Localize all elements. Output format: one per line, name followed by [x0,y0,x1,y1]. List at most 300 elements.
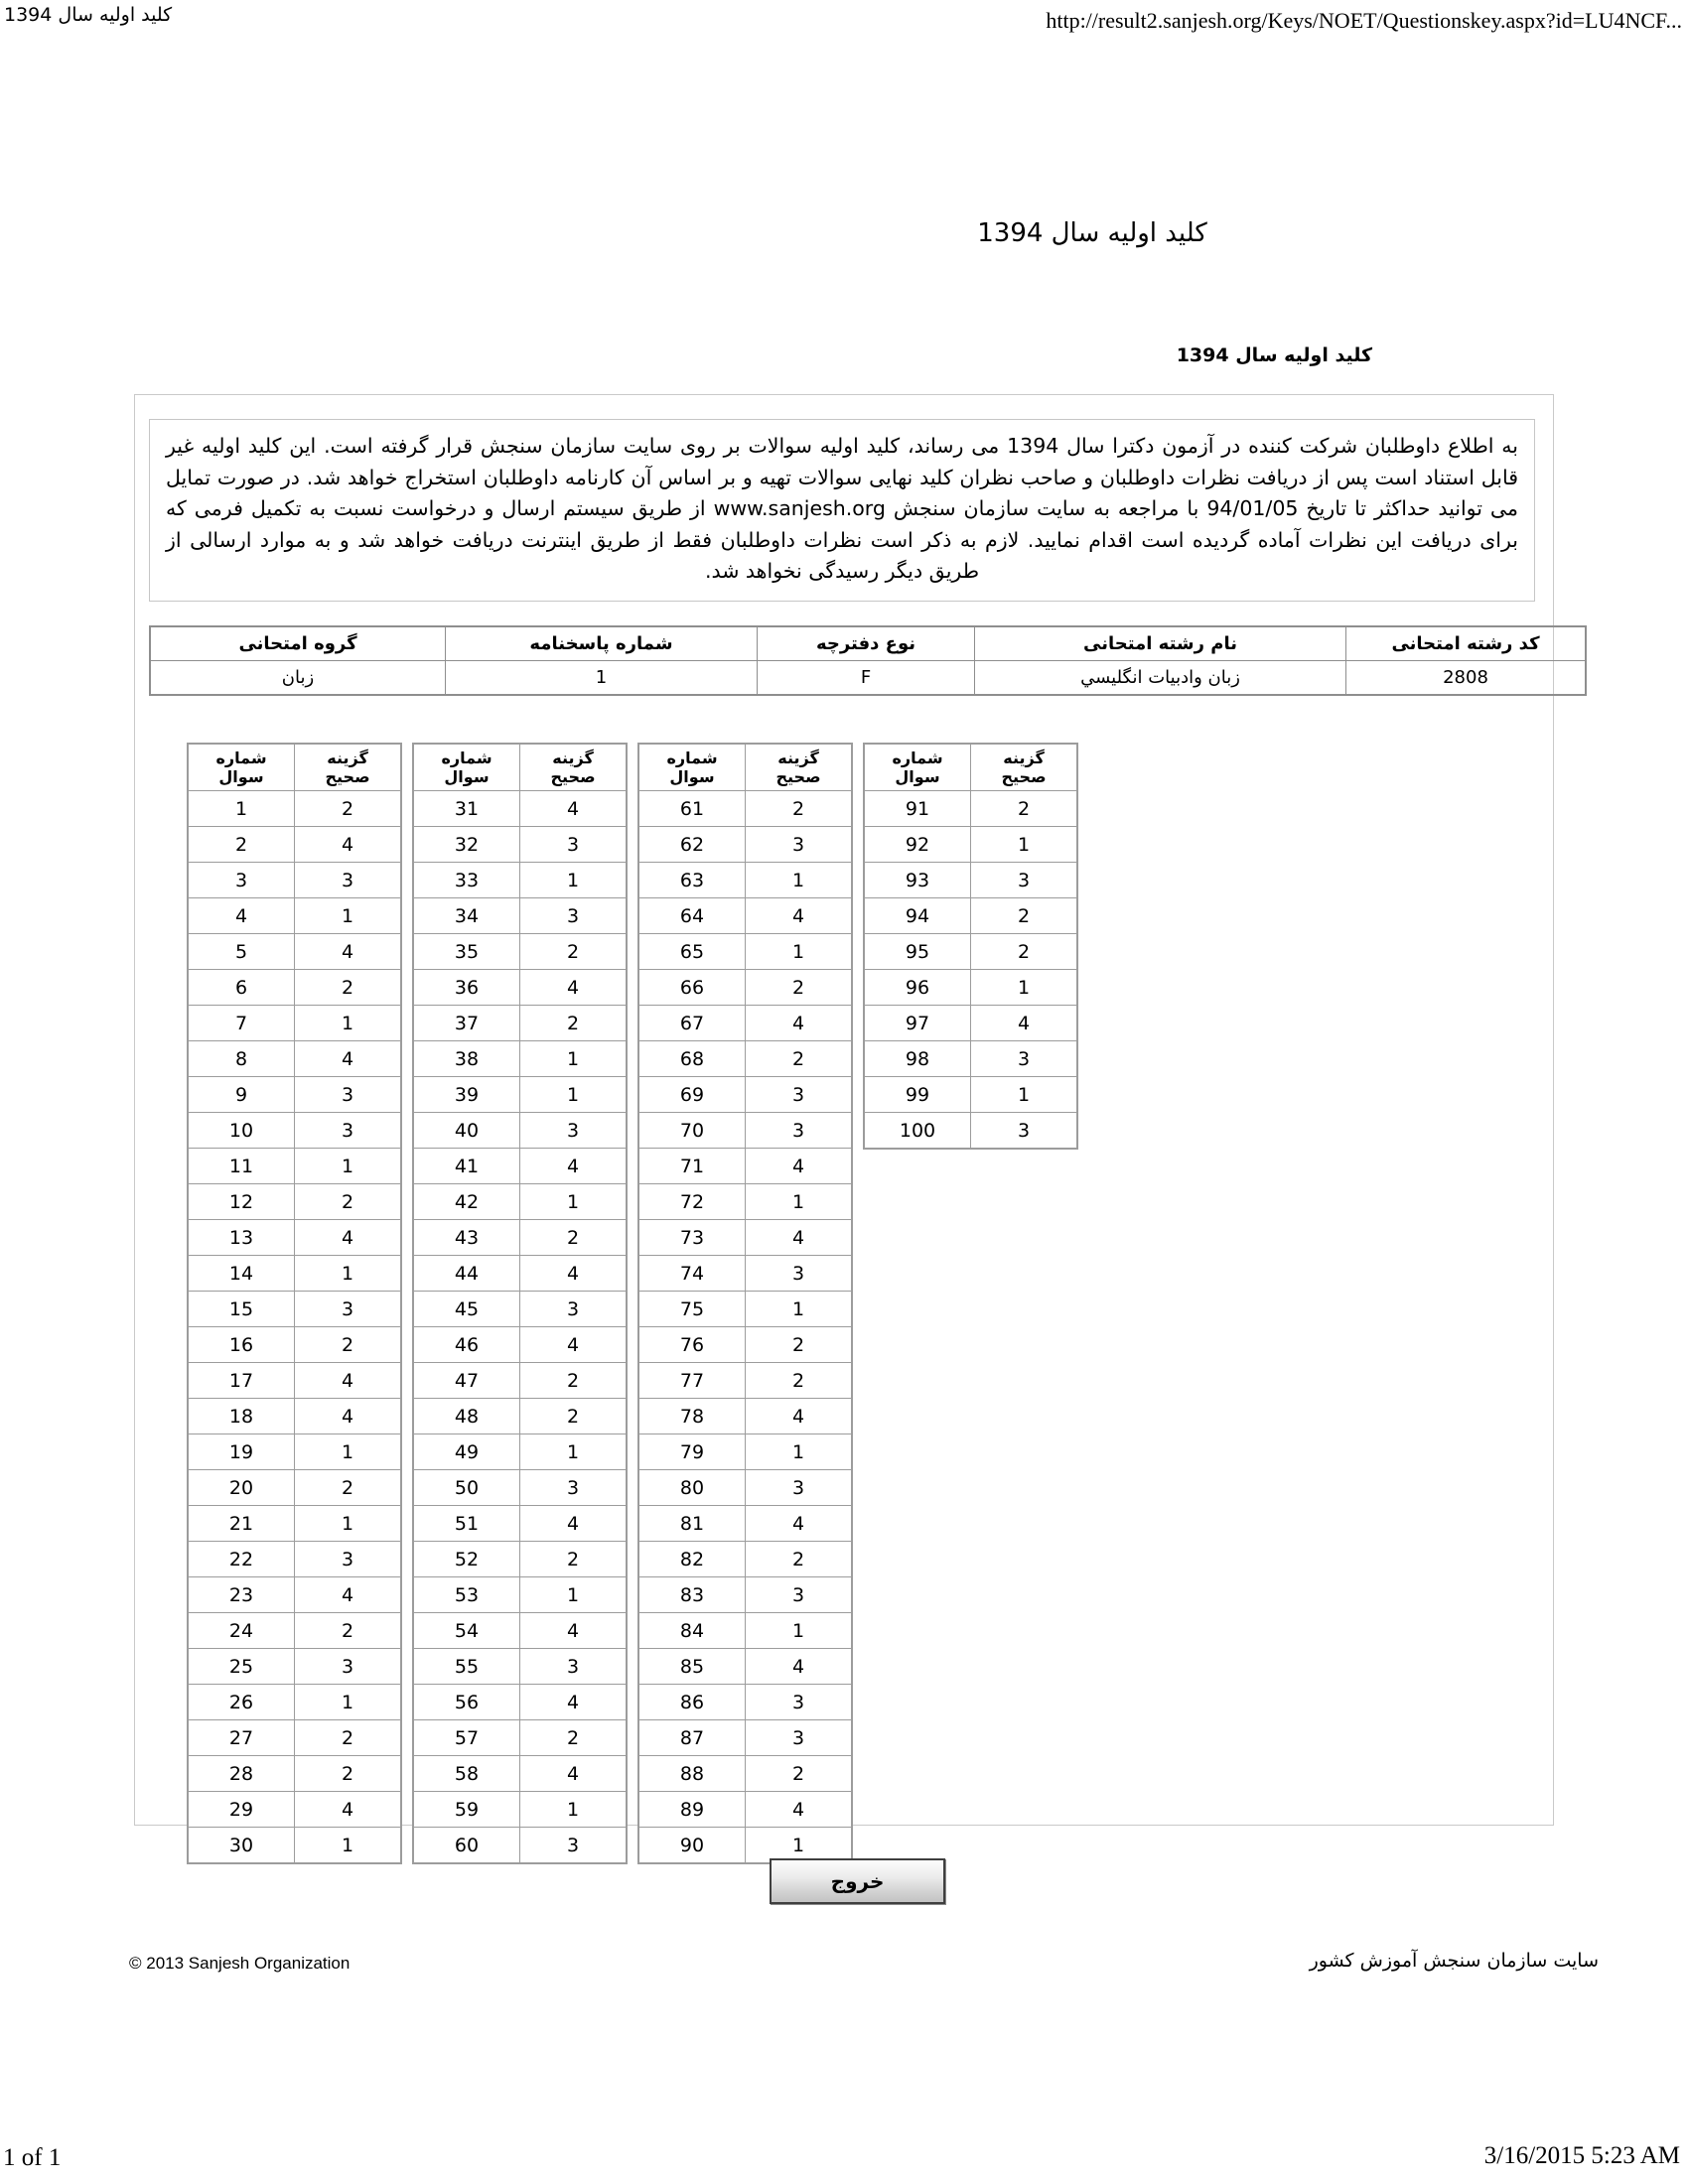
correct-option: 4 [746,1792,853,1828]
correct-option: 2 [295,1613,402,1649]
correct-option: 1 [520,1792,628,1828]
answer-row [188,1720,401,1756]
answer-row [638,1006,852,1041]
correct-option: 3 [295,1542,402,1577]
answer-row [413,1506,627,1542]
answer-row [638,1184,852,1220]
correct-option: 1 [971,970,1078,1006]
answer-row [413,1720,627,1756]
question-number: 12 [188,1184,295,1220]
correct-option: 4 [746,1149,853,1184]
answer-row [413,1006,627,1041]
correct-option: 2 [295,1470,402,1506]
answer-row [638,1720,852,1756]
question-number: 90 [638,1828,746,1864]
correct-option: 1 [295,1149,402,1184]
question-number: 74 [638,1256,746,1292]
answer-row [188,863,401,898]
correct-option: 4 [520,1506,628,1542]
answer-col-header: گزینه صحیح [295,744,402,791]
correct-option: 3 [295,1292,402,1327]
answer-col-header: شماره سوال [864,744,971,791]
question-number: 8 [188,1041,295,1077]
correct-option: 3 [746,1720,853,1756]
question-number: 62 [638,827,746,863]
question-number: 17 [188,1363,295,1399]
correct-option: 2 [746,1363,853,1399]
question-number: 28 [188,1756,295,1792]
answer-row [413,1399,627,1434]
correct-option: 4 [295,1041,402,1077]
correct-option: 2 [520,934,628,970]
correct-option: 4 [295,1792,402,1828]
question-number: 89 [638,1792,746,1828]
correct-option: 2 [295,1184,402,1220]
correct-option: 1 [520,1077,628,1113]
correct-option: 4 [295,1577,402,1613]
question-number: 35 [413,934,520,970]
answer-row [413,827,627,863]
question-number: 31 [413,791,520,827]
question-number: 15 [188,1292,295,1327]
correct-option: 2 [971,934,1078,970]
question-number: 60 [413,1828,520,1864]
question-number: 77 [638,1363,746,1399]
correct-option: 2 [520,1542,628,1577]
correct-option: 1 [746,1613,853,1649]
answer-row [864,1113,1077,1150]
question-number: 78 [638,1399,746,1434]
correct-option: 3 [746,1113,853,1149]
answer-row [188,1577,401,1613]
question-number: 48 [413,1399,520,1434]
question-number: 32 [413,827,520,863]
question-number: 93 [864,863,971,898]
answer-row [413,1220,627,1256]
question-number: 54 [413,1613,520,1649]
answer-row [864,898,1077,934]
answer-row [413,1434,627,1470]
question-number: 27 [188,1720,295,1756]
correct-option: 4 [520,1756,628,1792]
question-number: 71 [638,1149,746,1184]
answer-row [413,863,627,898]
correct-option: 4 [295,934,402,970]
correct-option: 3 [971,863,1078,898]
correct-option: 4 [746,1220,853,1256]
answer-row [188,1006,401,1041]
answer-row [188,1470,401,1506]
correct-option: 2 [295,1756,402,1792]
correct-option: 4 [520,791,628,827]
answer-key-table [863,743,1078,1150]
question-number: 96 [864,970,971,1006]
answer-row [638,1399,852,1434]
answer-row [413,1077,627,1113]
answer-row [188,970,401,1006]
correct-option: 2 [520,1720,628,1756]
question-number: 40 [413,1113,520,1149]
answer-row [188,1077,401,1113]
answer-row [638,827,852,863]
answer-row [188,1256,401,1292]
correct-option: 2 [971,898,1078,934]
answer-row [188,1149,401,1184]
question-number: 19 [188,1434,295,1470]
question-number: 75 [638,1292,746,1327]
value-exam-group: زبان [150,661,446,696]
answer-row [413,970,627,1006]
answer-row [188,791,401,827]
correct-option: 1 [746,1292,853,1327]
question-number: 26 [188,1685,295,1720]
correct-option: 1 [971,1077,1078,1113]
answer-row [188,1041,401,1077]
answer-row [638,1220,852,1256]
answer-key-table [187,743,402,1864]
correct-option: 1 [295,1828,402,1864]
question-number: 59 [413,1792,520,1828]
answer-row [413,1685,627,1720]
correct-option: 4 [971,1006,1078,1041]
correct-option: 4 [520,1256,628,1292]
answer-header-row [188,744,401,791]
answer-row [188,1113,401,1149]
question-number: 81 [638,1506,746,1542]
question-number: 88 [638,1756,746,1792]
correct-option: 3 [746,1470,853,1506]
question-number: 1 [188,791,295,827]
question-number: 11 [188,1149,295,1184]
correct-option: 1 [520,1041,628,1077]
question-number: 80 [638,1470,746,1506]
question-number: 2 [188,827,295,863]
notice-text: به اطلاع داوطلبان شرکت کننده در آزمون دکترا سال 1394 می رساند، کلید اولیه سوالات بر روی سایت سازمان سنجش قرار گرفته است. این کلید اولیه غیر قابل استناد است پس از دریافت نظرات داوطلبان و صاحب نظران کلید نهایی سوالات تهیه و بر اساس آن کارنامه داوطلبان استخراج خواهد شد. در صورت تمایل می توانید حداکثر تا تاریخ 94/01/05 با مراجعه به سایت سازمان سنجش www.sanjesh.org از طریق سیستم ارسال و درخواست نسبت به تکمیل فرمی که برای دریافت این نظرات آماده گردیده است اقدام نمایید. لازم به ذکر است نظرات داوطلبان فقط از طریق اینترنت دریافت خواهد شد و به موارد ارسالی از طریق دیگر رسیدگی نخواهد شد. [149,419,1535,602]
correct-option: 4 [520,970,628,1006]
answer-row [638,1149,852,1184]
correct-option: 2 [520,1363,628,1399]
answer-row [638,1506,852,1542]
answer-row [638,1292,852,1327]
answer-row [413,1828,627,1864]
correct-option: 4 [520,1613,628,1649]
answer-row [188,934,401,970]
answer-row [638,1256,852,1292]
question-number: 76 [638,1327,746,1363]
correct-option: 3 [295,1077,402,1113]
answer-tables [187,743,1078,1864]
question-number: 43 [413,1220,520,1256]
correct-option: 2 [746,970,853,1006]
correct-option: 1 [520,1434,628,1470]
answer-row [413,1613,627,1649]
answer-header-row [638,744,852,791]
header-exam-major: نام رشته امتحانی [975,626,1346,661]
answer-row [638,1613,852,1649]
answer-col-header: شماره سوال [638,744,746,791]
correct-option: 4 [295,1220,402,1256]
header-exam-group: گروه امتحانی [150,626,446,661]
value-answersheet-number: 1 [446,661,758,696]
question-number: 52 [413,1542,520,1577]
question-number: 66 [638,970,746,1006]
correct-option: 3 [520,1113,628,1149]
correct-option: 2 [295,1327,402,1363]
correct-option: 3 [520,1649,628,1685]
question-number: 18 [188,1399,295,1434]
answer-row [638,898,852,934]
answer-col-header: گزینه صحیح [971,744,1078,791]
answer-row [188,827,401,863]
correct-option: 2 [746,1041,853,1077]
print-footer-page: 1 of 1 [3,2144,62,2171]
correct-option: 4 [746,1649,853,1685]
question-number: 45 [413,1292,520,1327]
correct-option: 3 [295,1113,402,1149]
answer-row [413,1470,627,1506]
answer-row [638,1792,852,1828]
correct-option: 3 [746,1256,853,1292]
answer-row [864,1077,1077,1113]
exam-info-value-row [150,661,1586,696]
answer-row [864,970,1077,1006]
correct-option: 2 [746,1542,853,1577]
answer-row [638,1077,852,1113]
answer-row [638,934,852,970]
answer-key-table [637,743,853,1864]
question-number: 100 [864,1113,971,1150]
question-number: 9 [188,1077,295,1113]
copyright-text: © 2013 Sanjesh Organization [129,1954,351,1973]
correct-option: 4 [520,1685,628,1720]
value-booklet-type: F [758,661,975,696]
correct-option: 1 [520,863,628,898]
answer-col-header: شماره سوال [188,744,295,791]
correct-option: 1 [520,1577,628,1613]
header-booklet-type: نوع دفترچه [758,626,975,661]
question-number: 22 [188,1542,295,1577]
question-number: 87 [638,1720,746,1756]
question-number: 67 [638,1006,746,1041]
question-number: 47 [413,1363,520,1399]
answer-col-header: شماره سوال [413,744,520,791]
header-answersheet-number: شماره پاسخنامه [446,626,758,661]
correct-option: 2 [295,1720,402,1756]
answer-row [188,1399,401,1434]
question-number: 38 [413,1041,520,1077]
correct-option: 1 [295,1256,402,1292]
correct-option: 2 [746,1756,853,1792]
answer-row [188,1220,401,1256]
question-number: 82 [638,1542,746,1577]
correct-option: 1 [971,827,1078,863]
answer-row [413,1577,627,1613]
question-number: 25 [188,1649,295,1685]
answer-header-row [413,744,627,791]
answer-row [638,1041,852,1077]
correct-option: 1 [295,1006,402,1041]
question-number: 56 [413,1685,520,1720]
answer-row [188,1434,401,1470]
question-number: 30 [188,1828,295,1864]
correct-option: 3 [520,1292,628,1327]
question-number: 49 [413,1434,520,1470]
answer-row [188,1542,401,1577]
question-number: 41 [413,1149,520,1184]
question-number: 97 [864,1006,971,1041]
question-number: 53 [413,1577,520,1613]
question-number: 72 [638,1184,746,1220]
answer-row [413,1256,627,1292]
correct-option: 2 [520,1399,628,1434]
answer-row [413,1542,627,1577]
question-number: 64 [638,898,746,934]
question-number: 91 [864,791,971,827]
correct-option: 4 [746,1399,853,1434]
answer-row [638,1327,852,1363]
question-number: 14 [188,1256,295,1292]
answer-key-table [412,743,628,1864]
answer-row [638,1542,852,1577]
value-exam-code: 2808 [1346,661,1587,696]
correct-option: 1 [746,1828,853,1864]
question-number: 29 [188,1792,295,1828]
question-number: 24 [188,1613,295,1649]
correct-option: 4 [746,1006,853,1041]
question-number: 13 [188,1220,295,1256]
correct-option: 3 [971,1041,1078,1077]
answer-row [413,934,627,970]
answer-row [188,1649,401,1685]
answer-row [188,1613,401,1649]
exam-info-header-row [150,626,1586,661]
answer-row [413,1292,627,1327]
question-number: 57 [413,1720,520,1756]
answer-row [188,1506,401,1542]
question-number: 99 [864,1077,971,1113]
question-number: 37 [413,1006,520,1041]
answer-row [638,863,852,898]
correct-option: 3 [746,1685,853,1720]
answer-row [413,1184,627,1220]
question-number: 79 [638,1434,746,1470]
answer-row [188,1685,401,1720]
correct-option: 1 [746,1184,853,1220]
answer-row [188,1792,401,1828]
answer-row [638,1649,852,1685]
exam-info-table [149,625,1587,696]
question-number: 65 [638,934,746,970]
question-number: 63 [638,863,746,898]
exit-button[interactable]: خروج [770,1858,945,1904]
correct-option: 3 [520,827,628,863]
answer-row [413,1363,627,1399]
answer-row [188,1363,401,1399]
question-number: 4 [188,898,295,934]
answer-col-header: گزینه صحیح [746,744,853,791]
correct-option: 3 [746,1577,853,1613]
correct-option: 1 [295,1506,402,1542]
correct-option: 4 [295,827,402,863]
correct-option: 4 [295,1399,402,1434]
correct-option: 4 [520,1327,628,1363]
question-number: 51 [413,1506,520,1542]
correct-option: 1 [746,863,853,898]
correct-option: 2 [746,1327,853,1363]
question-number: 23 [188,1577,295,1613]
answer-row [638,1434,852,1470]
answer-row [413,1792,627,1828]
correct-option: 3 [520,898,628,934]
correct-option: 3 [746,827,853,863]
answer-row [864,863,1077,898]
answer-row [413,1756,627,1792]
site-name-text: سایت سازمان سنجش آموزش کشور [1309,1950,1599,1972]
answer-row [638,1577,852,1613]
answer-col-header: گزینه صحیح [520,744,628,791]
correct-option: 1 [295,1434,402,1470]
print-header-url: http://result2.sanjesh.org/Keys/NOET/Questionskey.aspx?id=LU4NCF... [1046,8,1682,33]
question-number: 98 [864,1041,971,1077]
question-number: 69 [638,1077,746,1113]
correct-option: 4 [746,898,853,934]
question-number: 84 [638,1613,746,1649]
answer-row [413,1113,627,1149]
answer-row [188,1756,401,1792]
question-number: 46 [413,1327,520,1363]
answer-row [413,791,627,827]
header-exam-code: کد رشته امتحانی [1346,626,1587,661]
correct-option: 4 [295,1363,402,1399]
question-number: 55 [413,1649,520,1685]
question-number: 86 [638,1685,746,1720]
print-header-title: کلید اولیه سال 1394 [4,4,173,26]
question-number: 7 [188,1006,295,1041]
question-number: 92 [864,827,971,863]
answer-row [638,1113,852,1149]
correct-option: 3 [971,1113,1078,1150]
question-number: 6 [188,970,295,1006]
answer-row [864,1006,1077,1041]
answer-row [413,1327,627,1363]
answer-row [864,934,1077,970]
correct-option: 2 [746,791,853,827]
answer-row [188,1184,401,1220]
page-title: کلید اولیه سال 1394 [977,218,1207,248]
answer-row [188,1327,401,1363]
question-number: 33 [413,863,520,898]
answer-row [413,1649,627,1685]
correct-option: 4 [746,1506,853,1542]
question-number: 83 [638,1577,746,1613]
answer-row [638,1470,852,1506]
answer-row [413,898,627,934]
answer-row [638,1363,852,1399]
question-number: 95 [864,934,971,970]
question-number: 68 [638,1041,746,1077]
correct-option: 2 [295,970,402,1006]
correct-option: 3 [520,1470,628,1506]
question-number: 44 [413,1256,520,1292]
correct-option: 1 [520,1184,628,1220]
answer-header-row [864,744,1077,791]
question-number: 21 [188,1506,295,1542]
value-exam-major: زبان وادبیات انگلیسي [975,661,1346,696]
question-number: 16 [188,1327,295,1363]
answer-row [188,1292,401,1327]
answer-row [413,1149,627,1184]
correct-option: 3 [746,1077,853,1113]
